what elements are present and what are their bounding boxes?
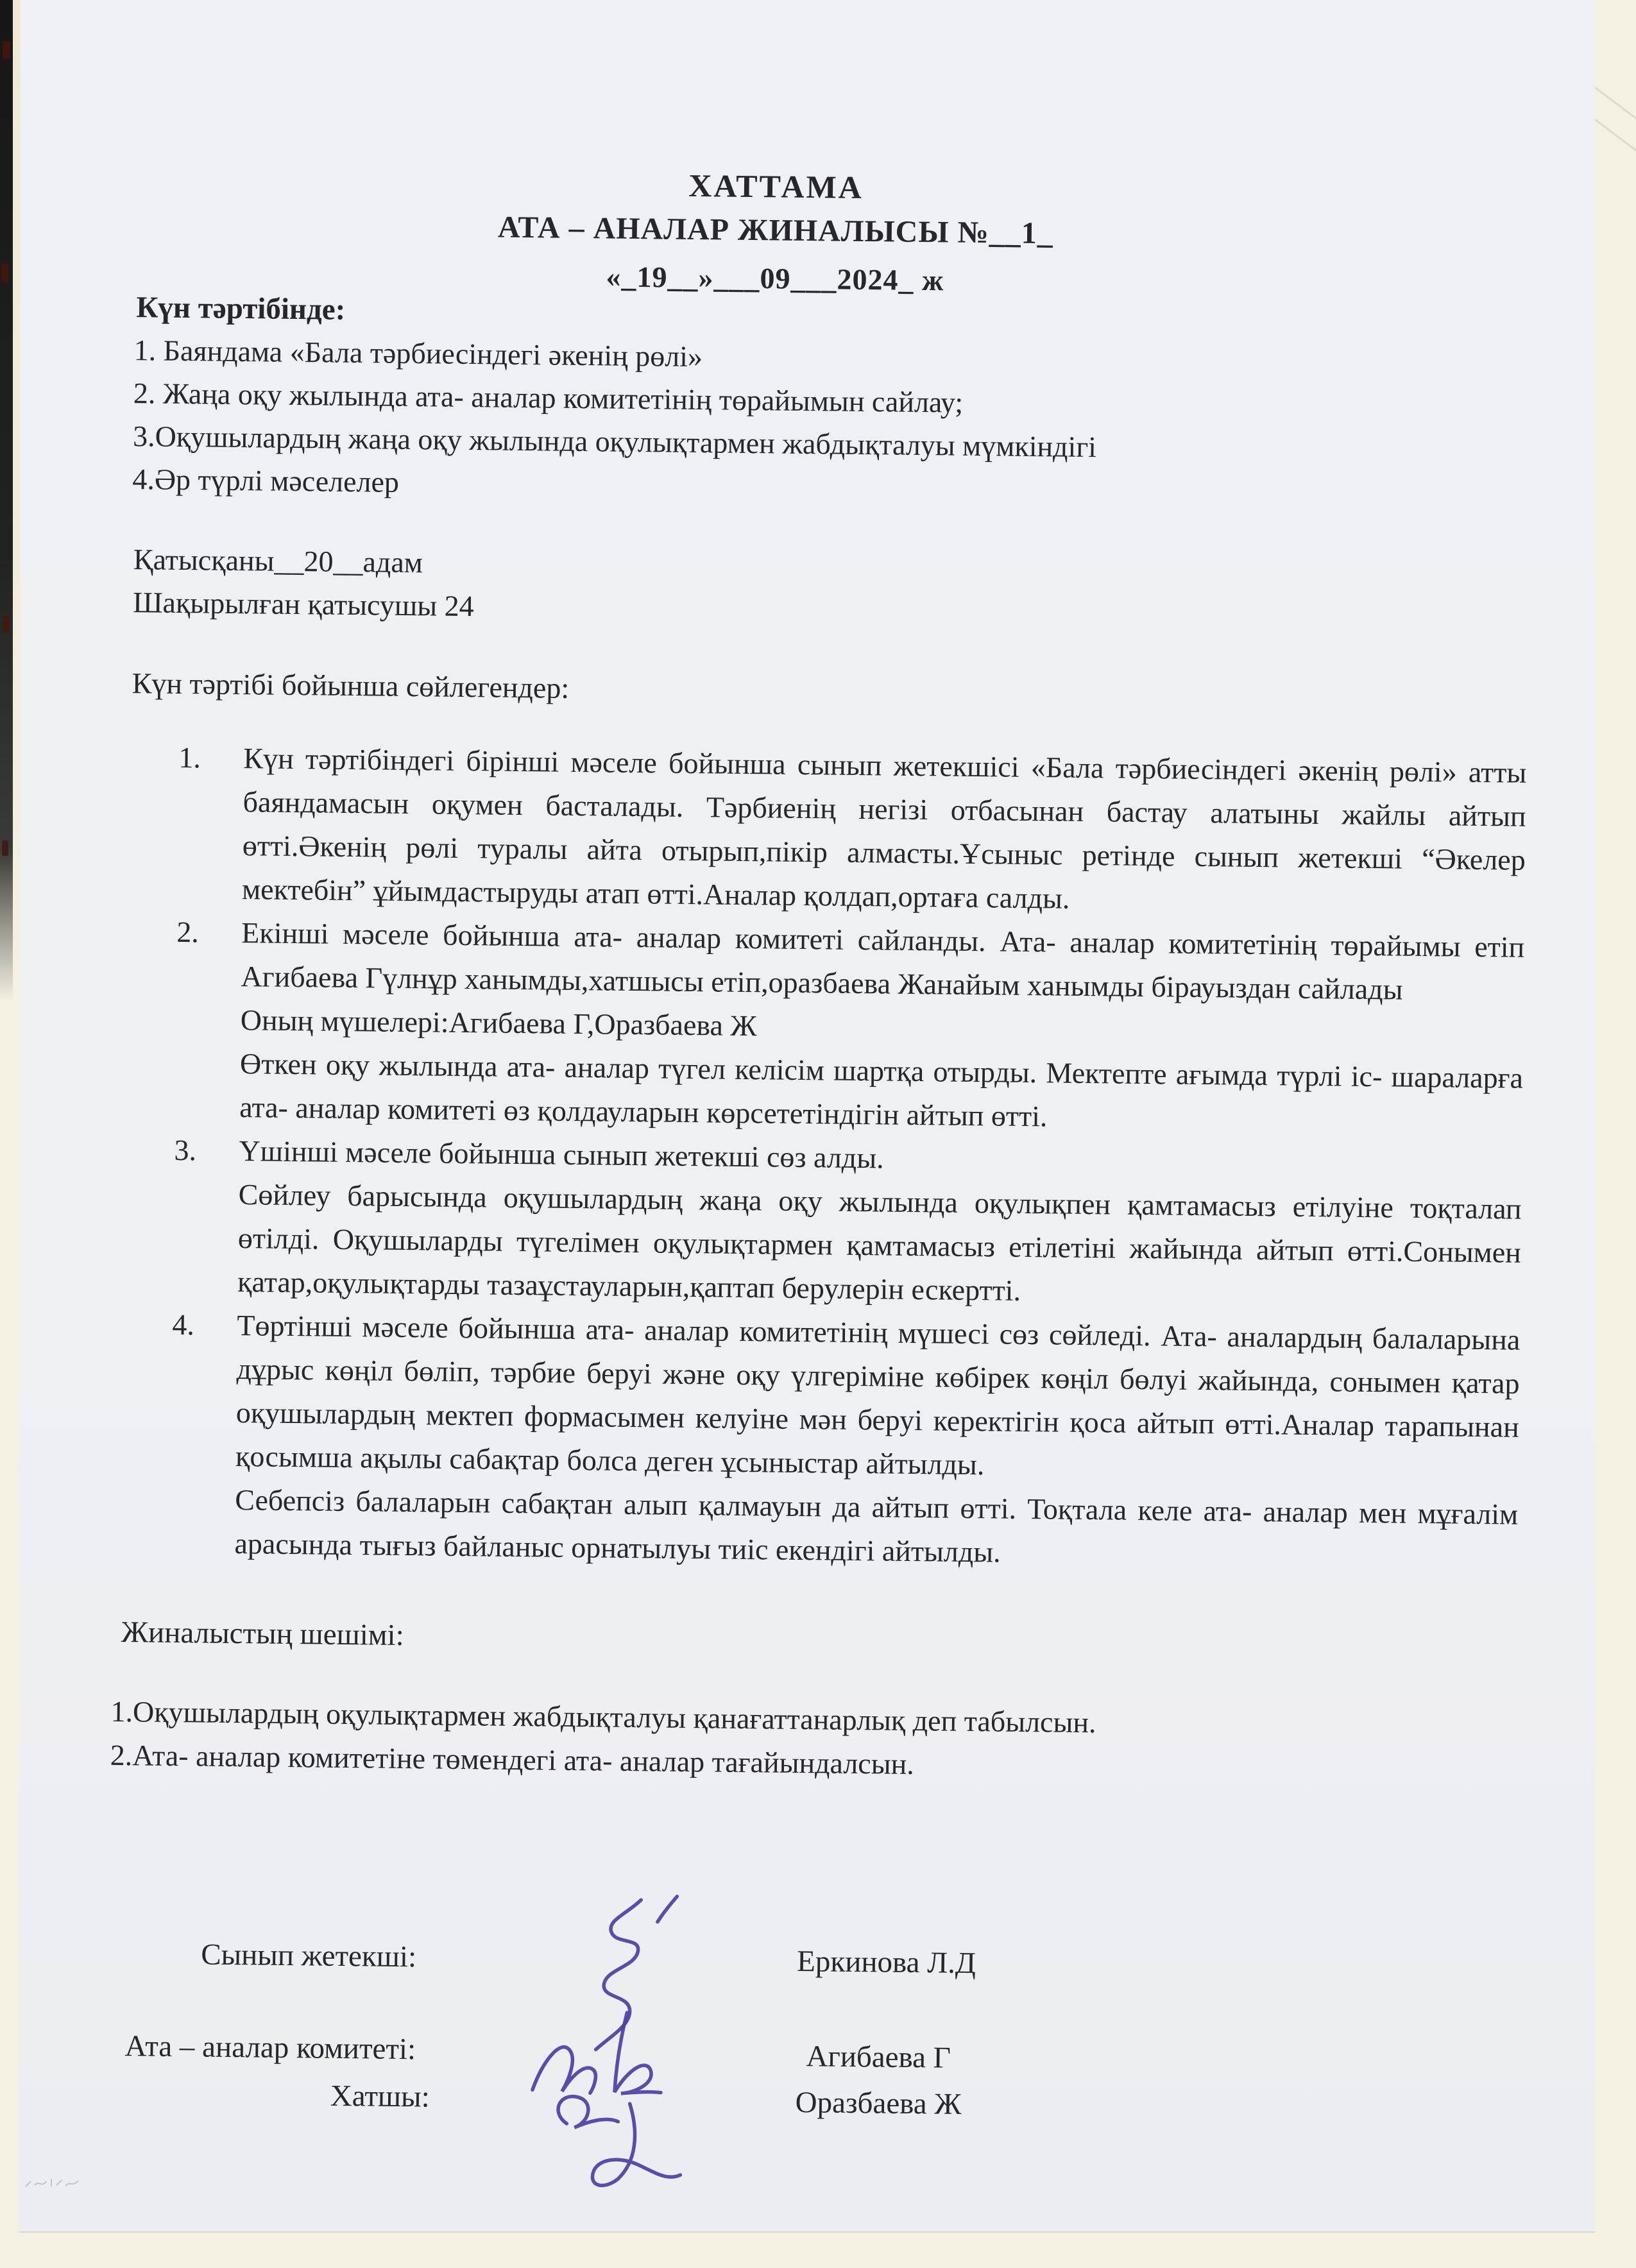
meeting-date-line: «_19__»___09___2024_ ж	[606, 260, 944, 297]
signature-name-parents-committee: Агибаева Г	[806, 2040, 951, 2075]
speaker-paragraph: Екінші мәселе бойынша ата- аналар комитеті сайланды. Ата- аналар комитетінің төрайымы етіп Агибаева Гүлнұр ханымды,хатшысы етіп,оразбаева Жанайым ханымды бірауыздан сайлады	[241, 916, 1525, 1006]
speaker-item	[175, 736, 1527, 926]
agenda-list	[132, 328, 1546, 516]
speaker-number: 4.	[172, 1308, 195, 1342]
speaker-item	[170, 1129, 1522, 1318]
document-title: ХАТТАМА	[688, 167, 864, 205]
signature-role-secretary: Хатшы:	[330, 2079, 430, 2114]
meeting-number-line: АТА – АНАЛАР ЖИНАЛЫСЫ №__1_	[497, 210, 1054, 251]
speaker-paragraph: Өткен оқу жылында ата- аналар түгел келісім шартқа отырды. Мектепте ағымда түрлі іс- шараларға ата- аналар комитеті өз қолдауларын көрсететіндігін айтып өтті.	[239, 1047, 1524, 1133]
speakers-heading: Күн тәртібі бойынша сөйлегендер:	[132, 667, 570, 704]
decision-item: 2.Ата- аналар комитетіне төмендегі ата- аналар тағайындалсын.	[110, 1738, 915, 1781]
speaker-paragraph: Күн тәртібіндегі бірінші мәселе бойынша сынып жетекшісі «Бала тәрбиесіндегі әкенің рөлі» атты баяндамасын оқумен басталады. Тәрбиенің негізі отбасынан бастау алатыны жайлы айтып өтті.Әкенің рөлі туралы айта отырып,пікір алмасты.Ұсыныс ретінде сынып жетекші “Әкелер мектебін” ұйымдастыруды атап өтті.Аналар қолдап,ортаға салды.	[241, 742, 1527, 915]
speaker-item	[172, 910, 1525, 1144]
speaker-paragraphs	[237, 1129, 1522, 1318]
agenda-item: 1. Баяндама «Бала тәрбиесіндегі әкенің рөлі»	[133, 334, 703, 373]
speaker-item	[167, 1303, 1520, 1580]
signature-role-parents-committee: Ата – аналар комитеті:	[124, 2029, 416, 2067]
speaker-paragraphs	[239, 911, 1525, 1144]
speaker-paragraph: Сөйлеу барысында оқушылардың жаңа оқу жылында оқулықпен қамтамасыз етілуіне тоқталап өтілді. Оқушыларды түгелімен оқулықтармен қамтамасыз етілетіні жайында айтып өтті.Сонымен қатар,оқулықтарды тазаұстауларын,қаптап берулерін ескертті.	[237, 1178, 1522, 1307]
decision-item: 1.Оқушылардың оқулықтармен жабдықталуы қанағаттанарлық деп табылсын.	[110, 1694, 1096, 1739]
agenda-item: 4.Әр түрлі мәселелер	[132, 463, 400, 499]
agenda-item: 2. Жаңа оқу жылында ата- аналар комитетінің төрайымын сайлау;	[133, 377, 964, 419]
speaker-number: 2.	[176, 915, 200, 949]
signature-ink-secretary	[527, 2078, 702, 2196]
speaker-paragraphs	[242, 737, 1527, 926]
speaker-paragraphs	[234, 1304, 1520, 1580]
speaker-number: 1.	[178, 740, 201, 774]
speaker-number: 3.	[174, 1133, 197, 1167]
agenda-heading: Күн тәртібінде:	[136, 291, 346, 327]
speaker-paragraph: Төртінші мәселе бойынша ата- аналар комитетінің мүшесі сөз сөйледі. Ата- аналардың балаларына дұрыс көңіл бөліп, тәрбие беруі және оқу үлгеріміне көбірек көңіл бөлуі жайында, сонымен қатар оқушылардың мектеп формасымен келуіне мән беруі керектігін қоса айтып өтті.Аналар тарапынан қосымша ақылы сабақтар болса деген ұсыныстар айтылды.	[235, 1309, 1521, 1481]
speaker-paragraph: Үшінші мәселе бойынша сынып жетекші сөз алды.	[239, 1134, 884, 1175]
speaker-paragraph: Себепсіз балаларын сабақтан алып қалмауын да айтып өтті. Тоқтала келе ата- аналар мен мұғалім арасында тығыз байланыс орнатылуы тиіс екендігі айтылды.	[234, 1483, 1519, 1569]
signature-name-secretary: Оразбаева Ж	[795, 2085, 962, 2121]
speakers-list	[167, 736, 1527, 1580]
signature-role-class-teacher: Сынып жетекші:	[200, 1938, 417, 1974]
signature-name-class-teacher: Еркинова Л.Д	[796, 1945, 976, 1981]
speaker-paragraph: Оның мүшелері:Агибаева Г,Оразбаева Ж	[240, 1003, 757, 1043]
agenda-item: 3.Оқушылардың жаңа оқу жылында оқулықтармен жабдықталуы мүмкіндігі	[132, 420, 1097, 464]
protocol-body	[110, 736, 1527, 1793]
attended-count-line: Қатысқаны__20__адам	[133, 543, 423, 579]
invited-count-line: Шақырылған қатысушы 24	[132, 586, 475, 623]
decision-list	[110, 1690, 1496, 1793]
decision-heading: Жиналыстың шешімі:	[121, 1616, 405, 1653]
